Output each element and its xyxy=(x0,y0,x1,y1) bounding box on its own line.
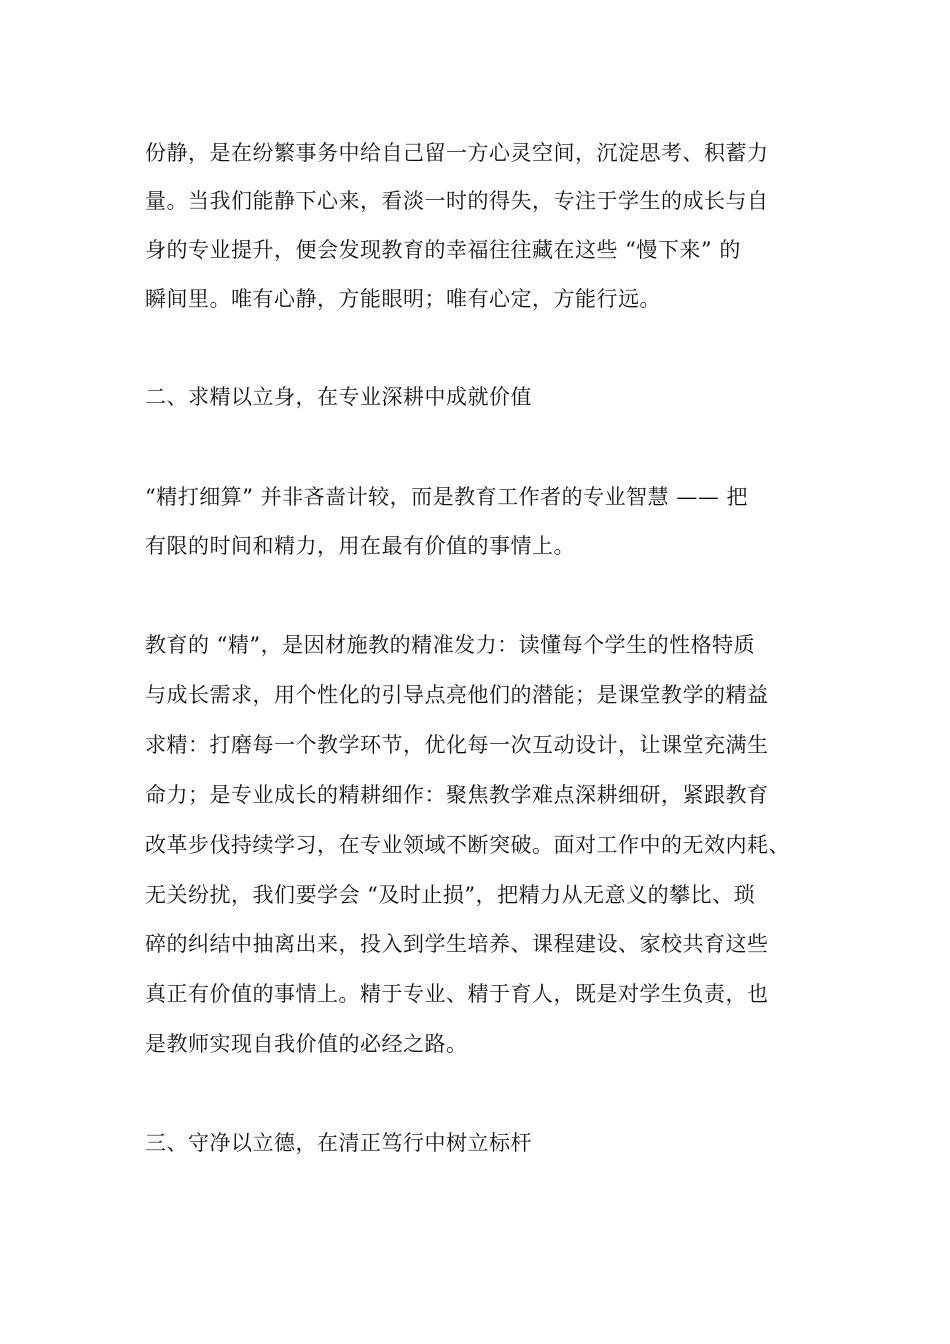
paragraph-3-line-1: 教育的 “精”，是因材施教的精准发力：读懂每个学生的性格特质 xyxy=(145,633,756,657)
paragraph-3-line-7: 碎的纠结中抽离出来，投入到学生培养、课程建设、家校共育这些 xyxy=(145,932,769,956)
paragraph-3-line-8: 真正有价值的事情上。精于专业、精于育人，既是对学生负责，也 xyxy=(145,982,769,1006)
paragraph-1-line-4: 瞬间里。唯有心静，方能眼明；唯有心定，方能行远。 xyxy=(145,287,661,311)
paragraph-3-line-5: 改革步伐持续学习，在专业领域不断突破。面对工作中的无效内耗、 xyxy=(145,833,790,857)
paragraph-3-line-2: 与成长需求，用个性化的引导点亮他们的潜能；是课堂教学的精益 xyxy=(145,683,769,707)
paragraph-3-line-4: 命力；是专业成长的精耕细作：聚焦教学难点深耕细研，紧跟教育 xyxy=(145,783,769,807)
paragraph-1-line-1: 份静，是在纷繁事务中给自己留一方心灵空间，沉淀思考、积蓄力 xyxy=(145,141,769,165)
section-heading-3: 三、守净以立德，在清正笃行中树立标杆 xyxy=(145,1131,532,1155)
paragraph-1-line-3: 身的专业提升，便会发现教育的幸福往往藏在这些 “慢下来” 的 xyxy=(145,238,741,262)
paragraph-3-line-6: 无关纷扰，我们要学会 “及时止损”，把精力从无意义的攀比、琐 xyxy=(145,883,756,907)
section-heading-2: 二、求精以立身，在专业深耕中成就价值 xyxy=(145,385,532,409)
paragraph-2-line-2: 有限的时间和精力，用在最有价值的事情上。 xyxy=(145,534,575,558)
paragraph-3-line-3: 求精：打磨每一个教学环节，优化每一次互动设计，让课堂充满生 xyxy=(145,733,769,757)
paragraph-2-line-1: “精打细算” 并非吝啬计较，而是教育工作者的专业智慧 —— 把 xyxy=(145,485,748,509)
paragraph-1-line-2: 量。当我们能静下心来，看淡一时的得失，专注于学生的成长与自 xyxy=(145,189,769,213)
paragraph-3-line-9: 是教师实现自我价值的必经之路。 xyxy=(145,1032,468,1056)
